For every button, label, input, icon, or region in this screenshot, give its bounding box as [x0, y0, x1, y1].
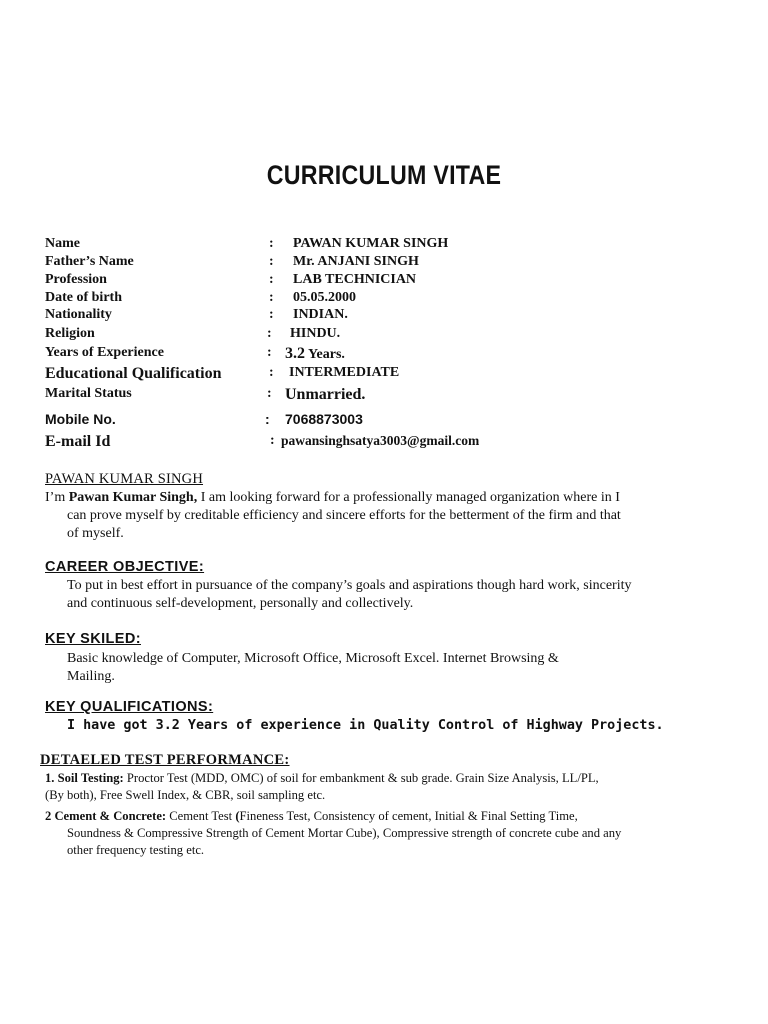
detail-label: Profession — [45, 272, 107, 287]
detail-separator: : — [265, 411, 270, 427]
test-item-text: Proctor Test (MDD, OMC) of soil for embankment & sub grade. Grain Size Analysis, LL/PL, — [123, 771, 599, 785]
profile-intro-name: Pawan Kumar Singh, — [68, 490, 198, 505]
key-skills-line-1: Basic knowledge of Computer, Microsoft Office, Microsoft Excel. Internet Browsing & — [67, 651, 559, 666]
profile-line-2: can prove myself by creditable efficiency and sincere efforts for the betterment of the firm and that — [67, 508, 621, 523]
test-item-soil — [45, 770, 685, 804]
detail-separator: : — [267, 345, 272, 360]
profile-intro-prefix: I’m — [45, 490, 69, 505]
detail-value: INTERMEDIATE — [289, 365, 400, 380]
experience-years: 3.2 — [285, 345, 305, 362]
page-title: CURRICULUM VITAE — [266, 160, 502, 190]
detail-label: E-mail Id — [45, 433, 111, 450]
detail-separator: : — [270, 433, 275, 448]
profile-heading: PAWAN KUMAR SINGH — [45, 471, 204, 487]
detail-label: Religion — [45, 326, 95, 341]
detail-label: Educational Qualification — [45, 365, 222, 382]
test-item-text: Fineness Test, Consistency of cement, Initial & Final Setting Time, — [239, 809, 578, 823]
detail-label: Date of birth — [45, 290, 122, 305]
detail-value: Mr. ANJANI SINGH — [293, 254, 419, 269]
key-qualifications-text: I have got 3.2 Years of experience in Quality Control of Highway Projects. — [67, 718, 664, 733]
test-item-text: Cement Test — [166, 809, 236, 823]
detail-separator: : — [267, 326, 272, 341]
detail-value: HINDU. — [290, 326, 341, 341]
detail-separator: : — [269, 290, 274, 305]
test-item-cement-concrete — [45, 808, 685, 859]
detail-value: INDIAN. — [293, 307, 348, 322]
career-objective-paragraph — [45, 577, 685, 613]
detail-separator: : — [269, 254, 274, 269]
detail-value: pawansinghsatya3003@gmail.com — [281, 433, 480, 448]
detail-value: LAB TECHNICIAN — [293, 272, 417, 287]
detail-value — [285, 345, 345, 363]
detail-value: 7068873003 — [285, 411, 363, 427]
career-objective-line-2: and continuous self-development, personally and collectively. — [67, 596, 414, 611]
test-item-soil-line-2: (By both), Free Swell Index, & CBR, soil sampling etc. — [45, 788, 326, 802]
profile-intro-rest: I am looking forward for a professionally managed organization where in I — [197, 490, 620, 505]
detail-label: Marital Status — [45, 386, 132, 401]
career-objective-line-1: To put in best effort in pursuance of the company’s goals and aspirations though hard work, sincerity — [67, 578, 632, 593]
detail-label: Mobile No. — [45, 411, 116, 427]
test-item-cement-line-3: other frequency testing etc. — [67, 843, 205, 857]
detail-separator: : — [269, 236, 274, 251]
test-item-cement-line-1 — [45, 808, 685, 825]
key-qualifications-heading: KEY QUALIFICATIONS: — [45, 699, 214, 715]
detail-label: Years of Experience — [45, 345, 164, 360]
test-item-label: 1. Soil Testing: — [45, 771, 124, 785]
detail-value: 05.05.2000 — [293, 290, 356, 305]
test-item-label: 2 Cement & Concrete: — [45, 809, 167, 823]
key-skills-line-2: Mailing. — [67, 669, 115, 684]
detail-label: Father’s Name — [45, 254, 134, 269]
profile-line-1 — [45, 489, 685, 507]
key-skills-paragraph — [45, 650, 685, 686]
career-objective-heading: CAREER OBJECTIVE: — [45, 559, 205, 575]
detail-separator: : — [267, 386, 272, 401]
test-performance-heading: DETAELED TEST PERFORMANCE: — [40, 752, 290, 768]
test-item-paren: ( — [235, 809, 240, 823]
detail-value: PAWAN KUMAR SINGH — [293, 236, 449, 251]
key-skills-heading: KEY SKILED: — [45, 631, 141, 647]
experience-unit: Years. — [307, 347, 345, 362]
detail-separator: : — [269, 307, 274, 322]
test-item-soil-line-1 — [45, 770, 685, 787]
detail-label: Name — [45, 236, 80, 251]
test-item-cement-line-2: Soundness & Compressive Strength of Cement Mortar Cube), Compressive strength of concrete cube and any — [67, 826, 622, 840]
detail-separator: : — [269, 272, 274, 287]
detail-separator: : — [269, 365, 274, 380]
profile-line-3: of myself. — [67, 526, 124, 541]
profile-paragraph — [45, 489, 685, 543]
detail-value: Unmarried. — [285, 386, 366, 403]
detail-label: Nationality — [45, 307, 112, 322]
